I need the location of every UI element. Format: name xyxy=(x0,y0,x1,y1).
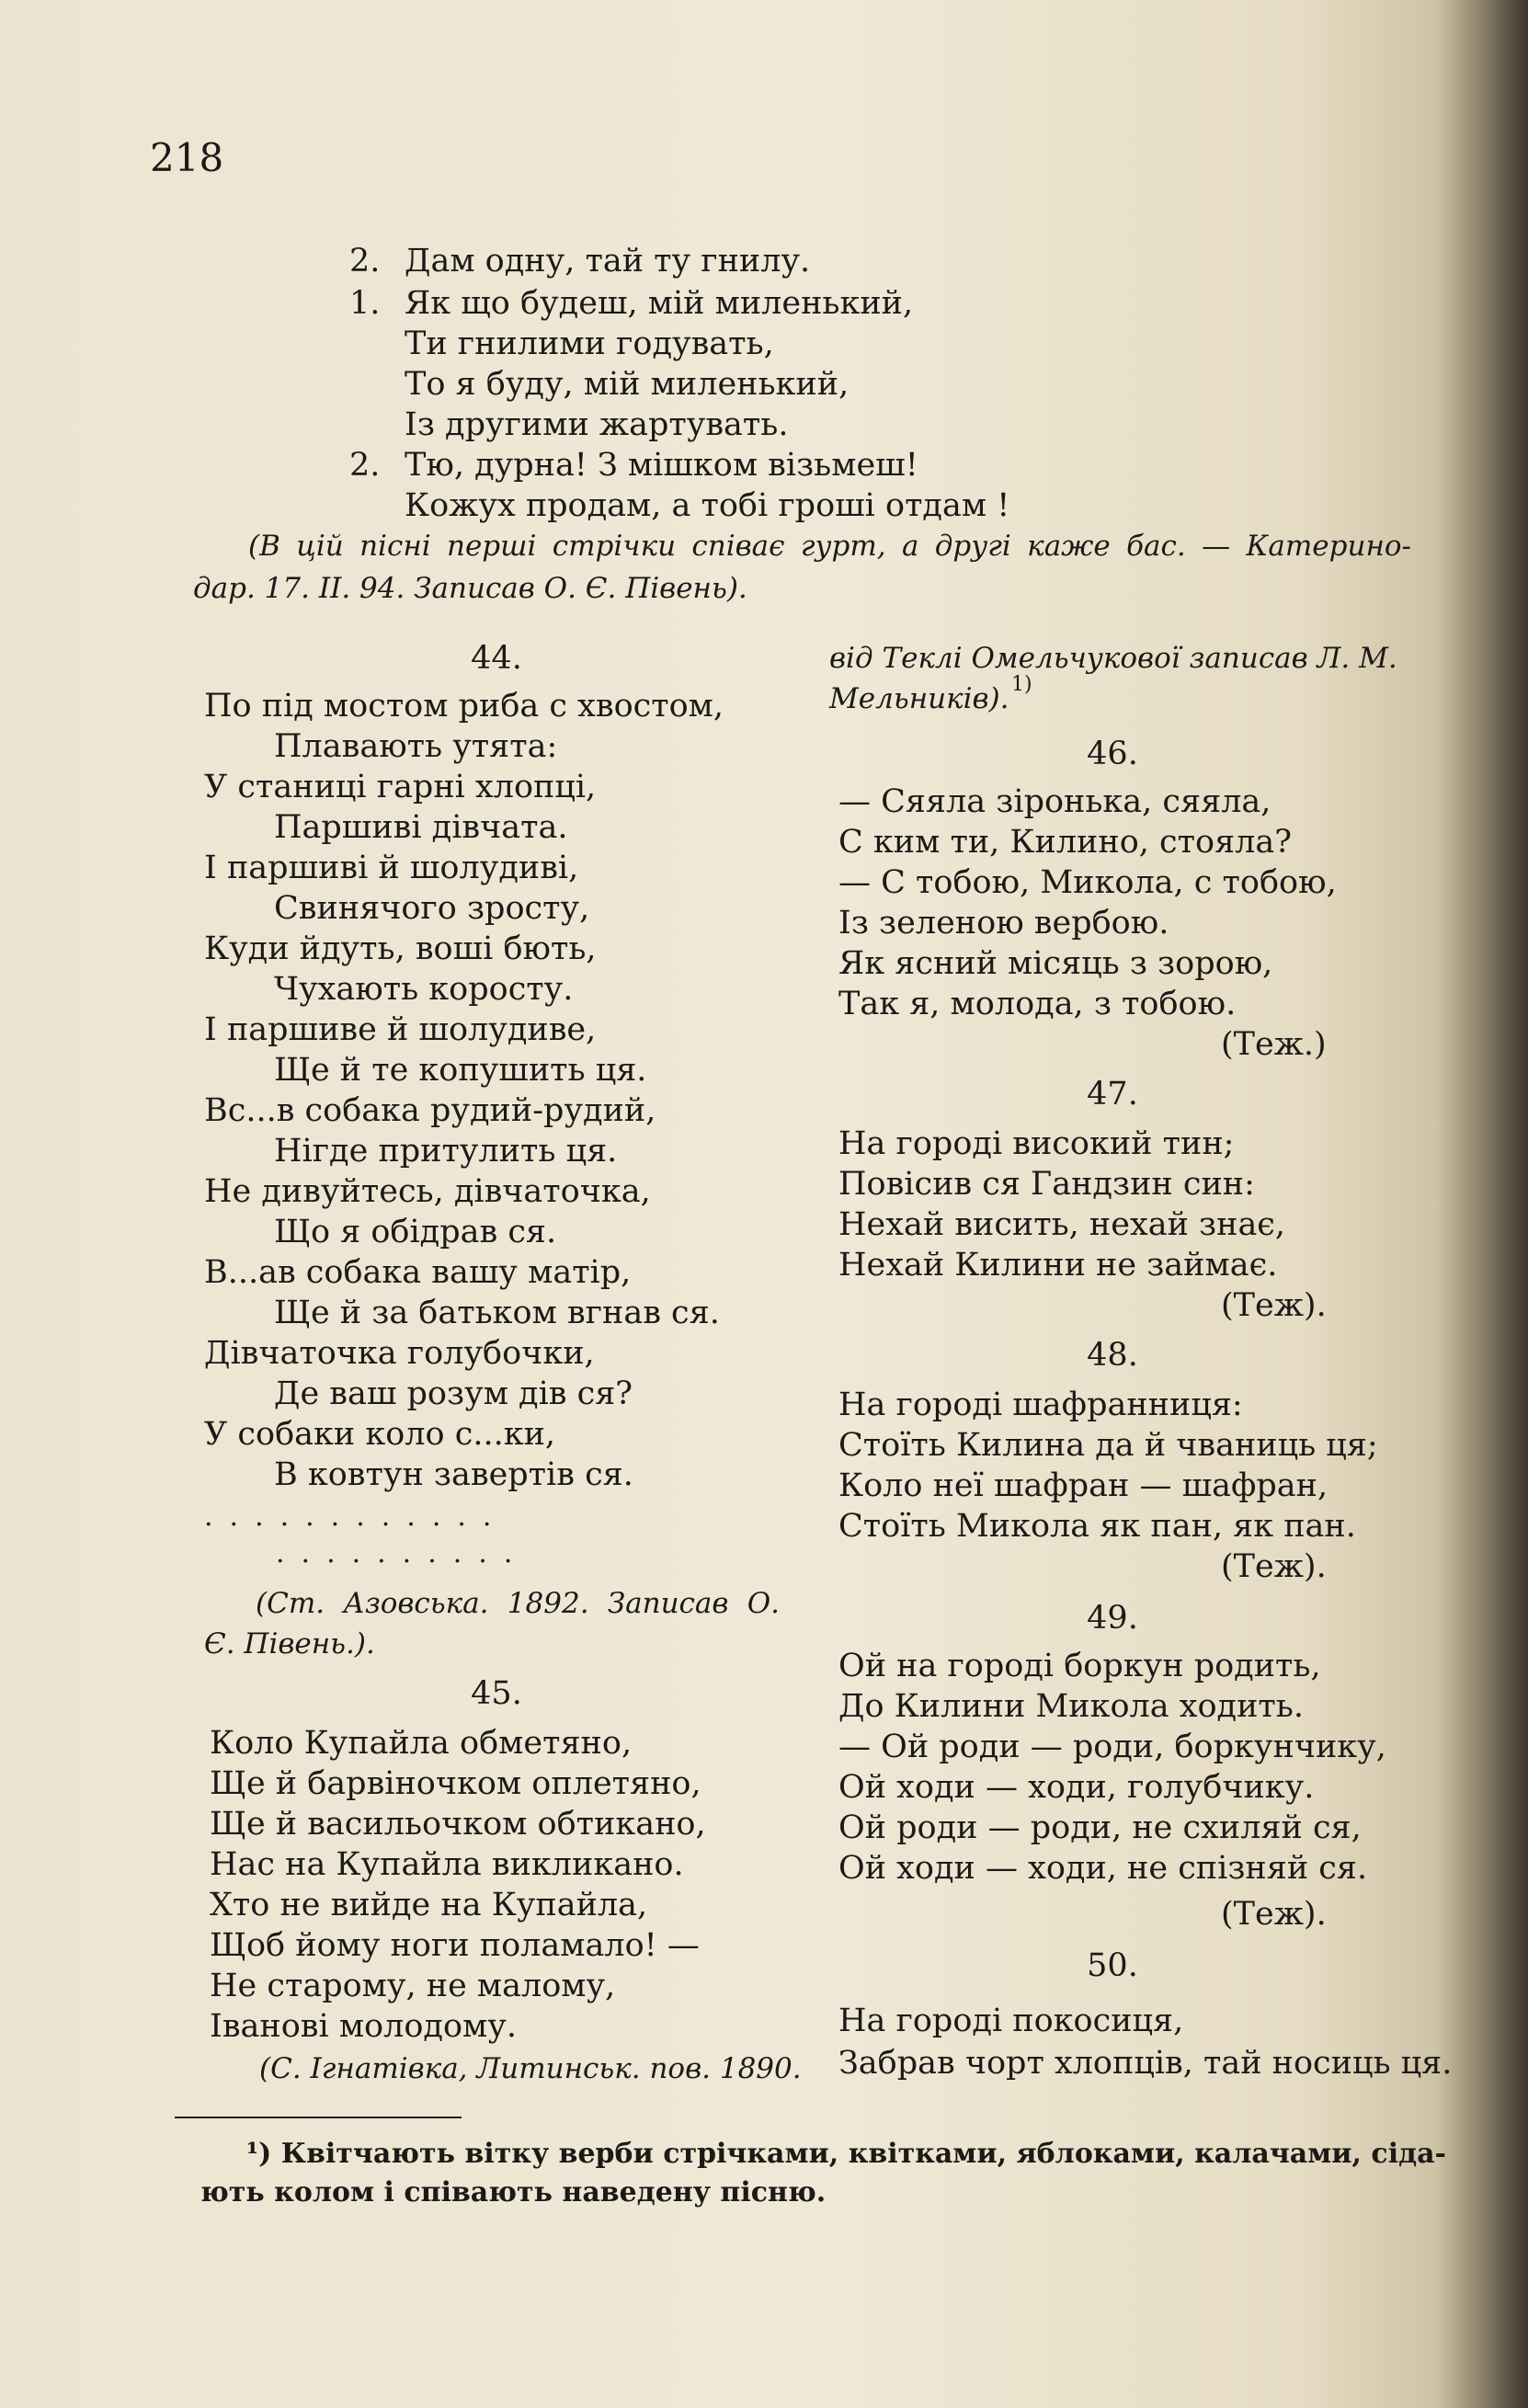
verse-line: Паршиві дівчата. xyxy=(274,809,568,846)
song-number-48: 48. xyxy=(1087,1337,1138,1374)
verse-line: Як ясний місяць з зорою, xyxy=(838,945,1273,982)
verse-line: На городі високий тин; xyxy=(838,1125,1235,1162)
song45-note-cont-line1: від Теклі Омельчукової записав Л. М. xyxy=(829,642,1397,675)
omission-dots: .......... xyxy=(276,1537,530,1569)
verse-line: — Ой роди — роди, боркунчику, xyxy=(838,1729,1386,1765)
song44-note-line2: Є. Півень.). xyxy=(204,1627,375,1660)
verse-line: Як що будеш, мій миленький, xyxy=(405,285,914,322)
verse-line: Стоїть Килина да й чваниць ця; xyxy=(838,1427,1378,1464)
footnote-line2: ють колом і співають наведену пісню. xyxy=(200,2176,827,2208)
verse-line: Щоб йому ноги поламало! — xyxy=(210,1927,700,1964)
verse-line: С ким ти, Килино, стояла? xyxy=(838,824,1293,861)
song45-note: (С. Ігнатівка, Литинськ. пов. 1890. xyxy=(259,2052,802,2085)
song-source: (Теж). xyxy=(1221,1548,1327,1585)
song-number-46: 46. xyxy=(1087,736,1138,772)
verse-line: У собаки коло с...ки, xyxy=(204,1416,556,1453)
verse-line: Повісив ся Гандзин син: xyxy=(838,1166,1255,1203)
verse-line: У станиці гарні хлопці, xyxy=(204,769,597,805)
verse-line: Ти гнилими годувать, xyxy=(405,325,774,362)
verse-marker: 2. xyxy=(349,447,381,484)
verse-line: Нехай висить, нехай знає, xyxy=(838,1206,1286,1243)
verse-line: Свинячого зросту, xyxy=(274,890,590,927)
verse-line: Нехай Килини не займає. xyxy=(838,1247,1278,1284)
verse-line: Ще й за батьком вгнав ся. xyxy=(274,1295,720,1331)
verse-line: Нігде притулить ця. xyxy=(274,1133,618,1170)
verse-line: То я буду, мій миленький, xyxy=(405,366,850,403)
verse-line: І паршиві й шолудиві, xyxy=(204,850,579,886)
song45-note-cont-line2: Мельників). xyxy=(829,682,1009,715)
verse-line: І паршиве й шолудиве, xyxy=(204,1011,597,1048)
verse-line: Тю, дурна! З мішком візьмеш! xyxy=(405,447,918,484)
top-note-line2: дар. 17. II. 94. Записав О. Є. Півень). xyxy=(193,572,747,605)
verse-line: Нас на Купайла викликано. xyxy=(210,1846,684,1883)
verse-line: Не дивуйтесь, дівчаточка, xyxy=(204,1173,651,1210)
verse-line: Що я обідрав ся. xyxy=(274,1214,557,1250)
song-number-44: 44. xyxy=(471,640,522,677)
verse-line: Забрав чорт хлопців, тай носиць ця. xyxy=(838,2045,1453,2082)
verse-line: Коло Купайла обметяно, xyxy=(210,1725,633,1762)
song-number-49: 49. xyxy=(1087,1600,1138,1637)
song44-note-line1: (Ст. Азовська. 1892. Записав О. xyxy=(256,1587,780,1620)
footnote-line1: ¹) Квітчають вітку верби стрічками, квітками, яблоками, калачами, сіда- xyxy=(246,2138,1446,2170)
verse-line: Ще й те копушить ця. xyxy=(274,1052,647,1089)
omission-dots: ............ xyxy=(204,1501,508,1533)
verse-line: В ковтун завертів ся. xyxy=(274,1456,633,1493)
verse-line: Іванові молодому. xyxy=(210,2008,517,2045)
verse-line: По під мостом риба с хвостом, xyxy=(204,688,724,725)
verse-line: Ой ходи — ходи, голубчику. xyxy=(838,1769,1315,1806)
verse-line: Не старому, не малому, xyxy=(210,1968,616,2004)
verse-line: Ой на городі боркун родить, xyxy=(838,1648,1321,1684)
verse-line: Дам одну, тай ту гнилу. xyxy=(405,243,811,280)
song-number-45: 45. xyxy=(471,1675,522,1712)
verse-line: Вс...в собака рудий-рудий, xyxy=(204,1092,656,1129)
song-source: (Теж). xyxy=(1221,1896,1327,1933)
verse-line: Де ваш розум дів ся? xyxy=(274,1375,633,1412)
verse-line: Куди йдуть, воші бють, xyxy=(204,930,597,967)
verse-line: Хто не вийде на Купайла, xyxy=(210,1887,648,1923)
verse-line: Так я, молода, з тобою. xyxy=(838,986,1237,1022)
verse-line: Із зеленою вербою. xyxy=(838,905,1169,942)
verse-line: Із другими жартувать. xyxy=(405,406,789,443)
verse-line: В...ав собака вашу матір, xyxy=(204,1254,632,1291)
verse-line: Дівчаточка голубочки, xyxy=(204,1335,595,1372)
verse-line: Стоїть Микола як пан, як пан. xyxy=(838,1508,1356,1545)
verse-line: На городі покосиця, xyxy=(838,2003,1184,2039)
verse-marker: 1. xyxy=(349,285,381,322)
verse-line: Коло неї шафран — шафран, xyxy=(838,1467,1328,1504)
verse-marker: 2. xyxy=(349,243,381,280)
song-number-50: 50. xyxy=(1087,1947,1138,1984)
song-source: (Теж). xyxy=(1221,1287,1327,1324)
verse-line: — Сяяла зіронька, сяяла, xyxy=(838,783,1271,820)
verse-line: Ще й барвіночком оплетяно, xyxy=(210,1765,701,1802)
verse-line: Ще й васильочком обтикано, xyxy=(210,1806,706,1843)
verse-line: Чухають коросту. xyxy=(274,971,574,1008)
footnote-mark: 1) xyxy=(1011,673,1032,696)
verse-line: — С тобою, Микола, с тобою, xyxy=(838,864,1337,901)
page-number: 218 xyxy=(150,135,224,180)
song-number-47: 47. xyxy=(1087,1076,1138,1113)
verse-line: До Килини Микола ходить. xyxy=(838,1688,1304,1725)
footnote-rule xyxy=(175,2117,462,2118)
top-note-line1: (В цій пісні перші стрічки співає гурт, а другі каже бас. — Катерино- xyxy=(248,530,1411,563)
verse-line: Ой роди — роди, не схиляй ся, xyxy=(838,1809,1362,1846)
verse-line: Плавають утята: xyxy=(274,728,558,765)
verse-line: Ой ходи — ходи, не спізняй ся. xyxy=(838,1850,1368,1887)
song-source: (Теж.) xyxy=(1221,1026,1327,1063)
verse-line: На городі шафранниця: xyxy=(838,1387,1243,1423)
verse-line: Кожух продам, а тобі гроші отдам ! xyxy=(405,487,1010,524)
